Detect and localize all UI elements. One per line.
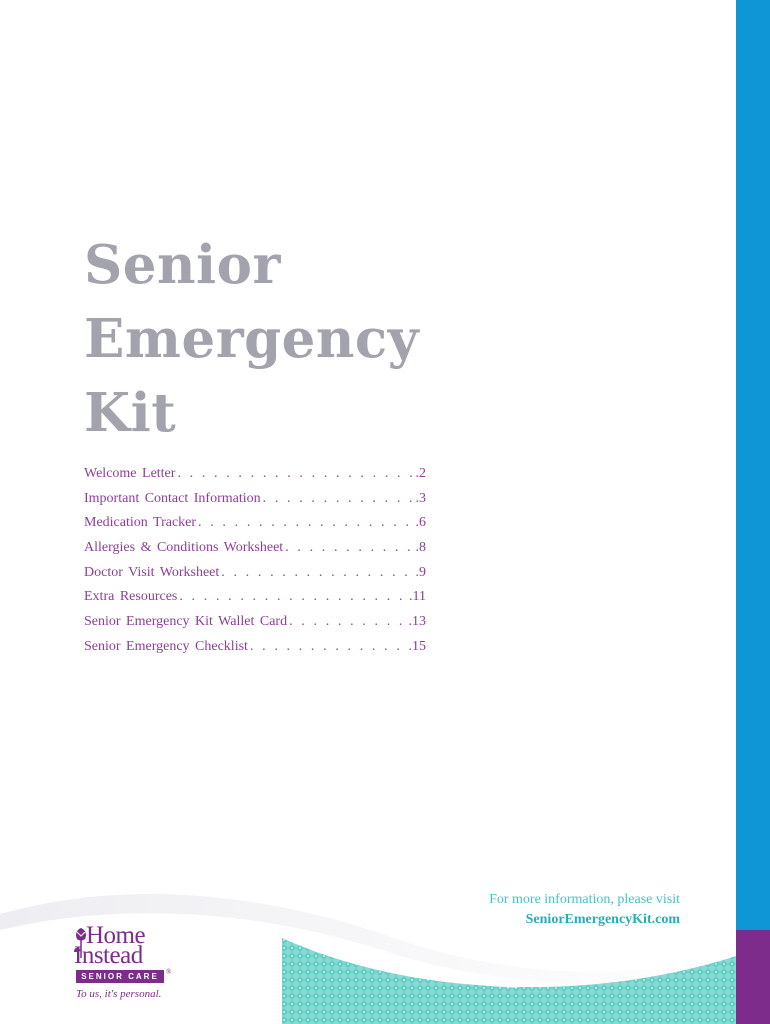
toc-item[interactable] xyxy=(84,515,426,540)
document-title xyxy=(84,228,419,450)
toc-leader-dots xyxy=(289,614,406,630)
toc-leader-dots xyxy=(177,466,413,482)
toc-item-label: Allergies & Conditions Worksheet xyxy=(84,540,284,556)
toc-item-page: .11 xyxy=(409,589,426,605)
toc-item[interactable] xyxy=(84,614,426,639)
website-link[interactable]: SeniorEmergencyKit.com xyxy=(525,912,680,927)
toc-item-page: .15 xyxy=(408,638,426,654)
toc-leader-dots xyxy=(198,515,413,531)
title-line-3: Kit xyxy=(84,382,177,444)
logo-instead-text: Instead xyxy=(74,942,143,969)
logo-senior-care-band: SENIOR CARE xyxy=(76,970,164,983)
toc-leader-dots xyxy=(179,589,407,605)
toc-item-label: Senior Emergency Kit Wallet Card xyxy=(84,614,288,630)
toc-item-label: Important Contact Information xyxy=(84,490,261,506)
logo-tagline: To us, it's personal. xyxy=(76,988,162,1000)
side-stripe-purple xyxy=(736,930,770,1024)
toc-leader-dots xyxy=(221,565,413,581)
registered-mark: ® xyxy=(166,968,172,976)
toc-item-page: .6 xyxy=(415,515,426,531)
toc-item-page: .8 xyxy=(415,540,426,556)
toc-item-page: .2 xyxy=(415,466,426,481)
toc-item[interactable] xyxy=(84,565,426,590)
toc-item-label: Welcome Letter xyxy=(84,466,176,481)
toc-item-label: Medication Tracker xyxy=(84,515,197,531)
toc-leader-dots xyxy=(263,491,414,507)
title-line-1: Senior xyxy=(84,234,281,296)
toc-leader-dots xyxy=(250,639,407,655)
side-stripe-blue xyxy=(736,0,770,930)
toc-item-label: Senior Emergency Checklist xyxy=(84,638,248,654)
toc-item[interactable] xyxy=(84,589,426,614)
toc-item[interactable] xyxy=(84,639,426,664)
more-info-text: For more information, please visit xyxy=(489,892,680,907)
toc-item-label: Extra Resources xyxy=(84,589,178,605)
title-line-2: Emergency xyxy=(84,308,419,370)
toc-item-page: .3 xyxy=(415,490,426,506)
toc-item-label: Doctor Visit Worksheet xyxy=(84,564,220,580)
toc-item-page: .13 xyxy=(408,614,426,630)
toc-item[interactable] xyxy=(84,466,426,491)
logo-home-text: Home xyxy=(86,922,146,949)
toc-item-page: .9 xyxy=(415,564,426,580)
table-of-contents xyxy=(84,466,426,664)
toc-leader-dots xyxy=(285,540,413,556)
toc-item[interactable] xyxy=(84,540,426,565)
home-instead-logo xyxy=(72,924,182,1010)
more-info xyxy=(420,890,680,930)
toc-item[interactable] xyxy=(84,491,426,516)
